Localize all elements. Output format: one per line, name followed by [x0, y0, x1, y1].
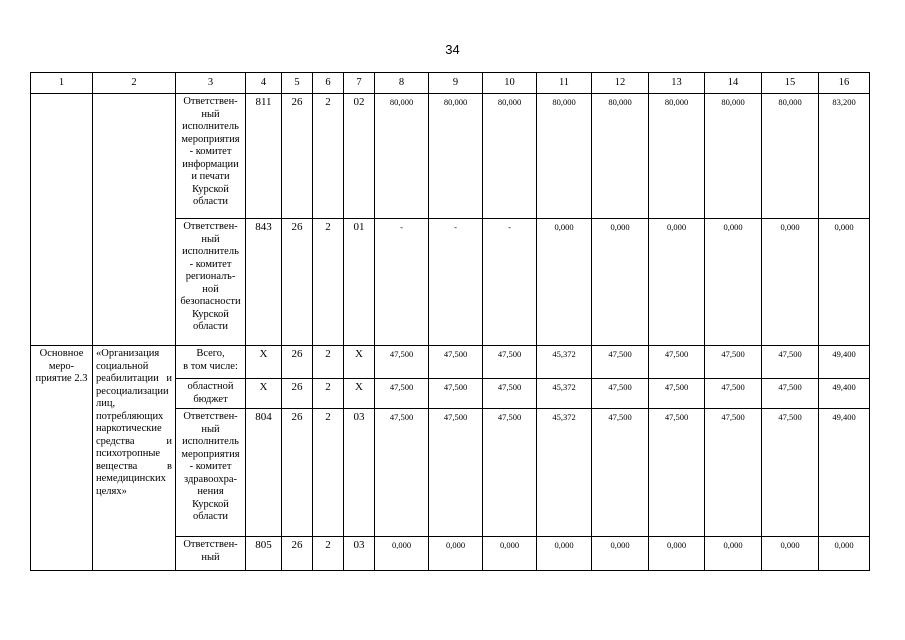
value-cell: 0,000 [649, 219, 705, 346]
executor-line: Курской [192, 308, 229, 320]
column-header: 11 [537, 73, 592, 94]
executor-line: области [192, 511, 229, 522]
value-cell: 47,500 [649, 409, 705, 537]
measure-name-word: и [166, 435, 172, 447]
measure-type-line: меро- [48, 360, 75, 372]
value-cell: 80,000 [375, 94, 429, 219]
value-cell: 0,000 [537, 537, 592, 571]
measure-name-word: психотропные [96, 448, 161, 459]
executor-line: ный [201, 108, 220, 120]
value-cell: 47,500 [762, 379, 819, 409]
code-cell: X [344, 346, 375, 379]
executor-line: регионалъ- [185, 271, 236, 282]
measure-name-word: лиц, [96, 398, 116, 409]
value-cell: 0,000 [592, 219, 649, 346]
value-cell: 0,000 [819, 537, 870, 571]
value-cell: 47,500 [592, 379, 649, 409]
value-cell: 80,000 [483, 94, 537, 219]
code-cell: 805 [246, 537, 282, 571]
code-cell: 26 [282, 537, 313, 571]
value-cell: 47,500 [649, 346, 705, 379]
measure-name-line [96, 386, 172, 399]
code-cell: X [344, 379, 375, 409]
column-header: 12 [592, 73, 649, 94]
measure-name-word: потребляющих [96, 410, 164, 422]
column-header: 14 [705, 73, 762, 94]
measure-name-line [96, 423, 172, 436]
executor-line: - комитет [189, 461, 232, 472]
executor-line: исполнитель [182, 121, 239, 132]
executor-cell [176, 537, 246, 571]
measure-type-line: Основное [39, 348, 84, 359]
value-cell: 0,000 [705, 219, 762, 346]
value-cell: 47,500 [483, 379, 537, 409]
executor-line: и печати [191, 171, 230, 182]
executor-line: - комитет [189, 146, 232, 157]
value-cell: 0,000 [375, 537, 429, 571]
value-cell: 83,200 [819, 94, 870, 219]
measure-name-word: социальной [96, 360, 149, 372]
value-cell: 49,400 [819, 409, 870, 537]
executor-cell [176, 379, 246, 409]
executor-line: ный [201, 423, 220, 435]
value-cell: 47,500 [705, 409, 762, 537]
code-cell: 843 [246, 219, 282, 346]
value-cell: 47,500 [705, 346, 762, 379]
column-header: 8 [375, 73, 429, 94]
code-cell: 804 [246, 409, 282, 537]
value-cell: 45,372 [537, 409, 592, 537]
code-cell: X [246, 379, 282, 409]
measure-name-word: в [167, 460, 172, 472]
value-cell: 0,000 [592, 537, 649, 571]
code-cell: X [246, 346, 282, 379]
value-cell: - [429, 219, 483, 346]
executor-line: Курской [192, 183, 229, 195]
column-header: 7 [344, 73, 375, 94]
code-cell: 2 [313, 379, 344, 409]
value-cell: 47,500 [483, 346, 537, 379]
column-header: 9 [429, 73, 483, 94]
measure-name-line [96, 448, 172, 461]
value-cell: 80,000 [705, 94, 762, 219]
executor-line: исполнитель [182, 436, 239, 447]
column-header: 15 [762, 73, 819, 94]
executor-line: бюджет [193, 393, 228, 405]
code-cell: 26 [282, 379, 313, 409]
column-header: 2 [93, 73, 176, 94]
value-cell: 47,500 [375, 346, 429, 379]
value-cell: 0,000 [762, 537, 819, 571]
value-cell: 47,500 [429, 346, 483, 379]
executor-line: области [192, 196, 229, 207]
column-header: 10 [483, 73, 537, 94]
measure-name-word: реабилитации [96, 373, 159, 384]
executor-line: Курской [192, 498, 229, 510]
measure-name-word: немедицинских [96, 473, 166, 484]
value-cell: 47,500 [762, 346, 819, 379]
measure-name-line [96, 473, 172, 486]
code-cell: 03 [344, 409, 375, 537]
code-cell: 02 [344, 94, 375, 219]
code-cell: 811 [246, 94, 282, 219]
value-cell: 47,500 [705, 379, 762, 409]
value-cell: 0,000 [762, 219, 819, 346]
code-cell: 2 [313, 409, 344, 537]
code-cell: 01 [344, 219, 375, 346]
page-number: 34 [445, 42, 460, 57]
measure-name-line [96, 373, 172, 386]
measure-name-line [96, 486, 172, 499]
column-header: 3 [176, 73, 246, 94]
table-row [31, 346, 870, 379]
executor-line: Ответствен- [183, 539, 238, 550]
value-cell: - [375, 219, 429, 346]
measure-name-line [96, 411, 172, 424]
code-cell: 26 [282, 346, 313, 379]
executor-line: Ответствен- [183, 96, 238, 107]
measure-name-line [96, 461, 172, 474]
executor-line: ный [201, 551, 220, 563]
value-cell: 80,000 [649, 94, 705, 219]
code-cell: 2 [313, 219, 344, 346]
executor-line: Всего, [196, 348, 225, 359]
value-cell: 47,500 [592, 346, 649, 379]
value-cell: 45,372 [537, 379, 592, 409]
measure-name-word: целях» [96, 485, 127, 497]
value-cell: 0,000 [537, 219, 592, 346]
value-cell: 0,000 [705, 537, 762, 571]
value-cell: 80,000 [762, 94, 819, 219]
executor-line: областной [187, 381, 234, 392]
measure-name-cell [93, 346, 176, 571]
column-header: 13 [649, 73, 705, 94]
measure-name-word: вещества [96, 460, 138, 472]
value-cell: 49,400 [819, 346, 870, 379]
measure-type-cell [31, 346, 93, 571]
value-cell: 0,000 [819, 219, 870, 346]
value-cell: 80,000 [592, 94, 649, 219]
table-row [31, 94, 870, 219]
measure-name-word: наркотические [96, 423, 162, 434]
executor-line: нения [197, 486, 224, 497]
measure-name-line [96, 398, 172, 411]
value-cell: 45,372 [537, 346, 592, 379]
header-row [31, 73, 870, 94]
measure-name-word: ресоциализации [96, 385, 169, 397]
executor-cell [176, 346, 246, 379]
value-cell: 0,000 [483, 537, 537, 571]
measure-name-line [96, 436, 172, 449]
executor-cell [176, 219, 246, 346]
value-cell: 47,500 [762, 409, 819, 537]
value-cell: 80,000 [537, 94, 592, 219]
executor-line: мероприятия [181, 448, 240, 460]
code-cell: 26 [282, 409, 313, 537]
value-cell: 47,500 [429, 379, 483, 409]
executor-line: исполнитель [182, 246, 239, 257]
executor-cell [176, 409, 246, 537]
value-cell: 47,500 [429, 409, 483, 537]
code-cell: 2 [313, 94, 344, 219]
executor-line: здравоохра- [184, 473, 237, 485]
executor-line: безопасности [180, 296, 241, 307]
executor-line: ной [202, 283, 219, 295]
measure-name-line [96, 361, 172, 374]
measure-name-word: средства [96, 435, 135, 447]
executor-line: мероприятия [181, 133, 240, 145]
value-cell: 80,000 [429, 94, 483, 219]
executor-line: - комитет [189, 258, 232, 270]
executor-line: в том числе: [183, 360, 238, 372]
executor-line: Ответствен- [183, 221, 238, 232]
column-header: 16 [819, 73, 870, 94]
executor-line: ный [201, 233, 220, 245]
executor-line: Ответствен- [183, 411, 238, 422]
measure-name-cell-empty [93, 94, 176, 346]
measure-type-cell-empty [31, 94, 93, 346]
code-cell: 26 [282, 94, 313, 219]
value-cell: 47,500 [649, 379, 705, 409]
value-cell: 49,400 [819, 379, 870, 409]
executor-cell [176, 94, 246, 219]
budget-table [30, 72, 870, 571]
value-cell: 47,500 [375, 379, 429, 409]
value-cell: 47,500 [592, 409, 649, 537]
value-cell: 0,000 [649, 537, 705, 571]
measure-name-word: «Организация [96, 348, 160, 359]
column-header: 6 [313, 73, 344, 94]
value-cell: 47,500 [483, 409, 537, 537]
column-header: 5 [282, 73, 313, 94]
measure-name-word: и [166, 373, 172, 384]
value-cell: 47,500 [375, 409, 429, 537]
measure-name-line [96, 348, 172, 361]
executor-line: области [192, 321, 229, 332]
code-cell: 03 [344, 537, 375, 571]
code-cell: 2 [313, 537, 344, 571]
code-cell: 26 [282, 219, 313, 346]
column-header: 1 [31, 73, 93, 94]
code-cell: 2 [313, 346, 344, 379]
measure-type-line: приятие 2.3 [35, 373, 88, 384]
value-cell: - [483, 219, 537, 346]
value-cell: 0,000 [429, 537, 483, 571]
executor-line: информации [182, 158, 239, 170]
column-header: 4 [246, 73, 282, 94]
